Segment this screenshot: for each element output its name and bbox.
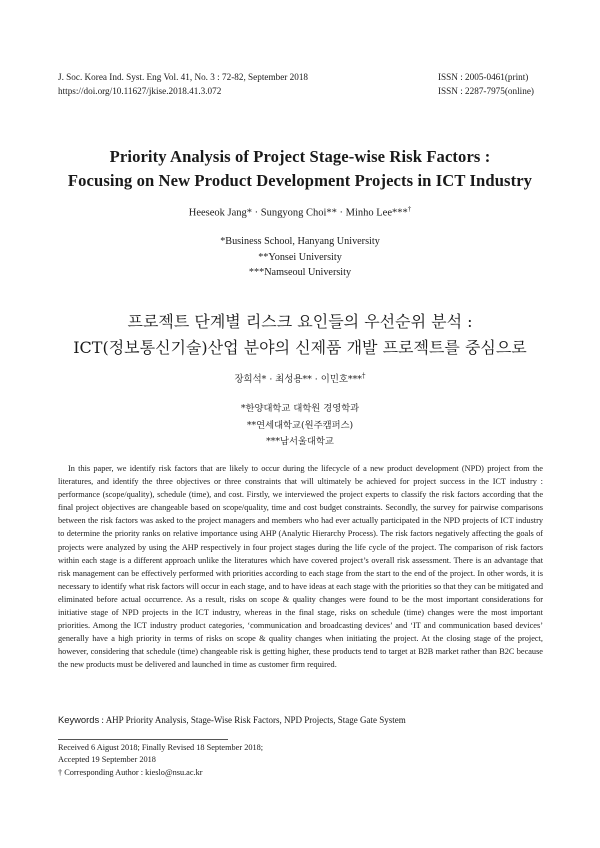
affiliation-2: **Yonsei University (258, 251, 342, 263)
korean-affiliation-3: ***남서울대학교 (266, 436, 334, 447)
korean-author-names: 장희석* · 최성용** · 이민호*** (234, 374, 362, 385)
korean-affiliations (0, 401, 600, 451)
keywords-label: Keywords (58, 714, 100, 725)
korean-title-line2: ICT(정보통신기술)산업 분야의 신제품 개발 프로젝트를 중심으로 (73, 338, 527, 357)
journal-citation: J. Soc. Korea Ind. Syst. Eng Vol. 41, No. 3 : 72-82, September 2018 (58, 72, 309, 82)
english-title (0, 145, 600, 193)
corresponding-author: Corresponding Author : kieslo@nsu.ac.kr (62, 767, 203, 777)
english-title-line1: Priority Analysis of Project Stage-wise Risk Factors : (109, 147, 491, 166)
corresponding-mark: † (407, 205, 412, 213)
korean-title-line1: 프로젝트 단계별 리스크 요인들의 우선순위 분석 : (127, 312, 473, 331)
abstract: In this paper, we identify risk factors that are likely to occur during the lifecycle of a new product development (NPD) project from the literatures, and identify the three objectives or three constraints that will ultimately be achieved for project success in the ICT industry : performance (scope/quality), schedule (time), and cost. Firstly, we interviewed the project experts to classify the risk factors according that the final project objectives are changeable based on scope/quality, time and cost budget constraints. Secondly, the survey for pairwise comparisons between the risk factors was asked to the project managers and members who had ever actually participated in the NPD projects of ICT industry to determine the priority ranks on relative importance using AHP (Analytic Hierarchy Process). The risk factors negatively affecting the goals of projects were analyzed by using the AHP respectively in four project stages during the life cycle of the project. The comparison of risk factors within each stage is a different approach unlike the literatures which have covered project’s overall risk assessment. There is an advantage that risk management can be effectively performed with priorities according to each stage from the start to the end of the project. In other words, it is necessary to identify what risk factors will occur in each stage, and to have ideas at each stage with the priorities so that they can be mitigated and eliminated before actual occurrence. As a result, risks on scope & quality changes were found to be the most important considerations for initiative stage of NPD projects in the ICT industry, whereas in the final stage, risks on schedule (time) changes were the most important priorities. Among the ICT industry product categories, ‘communication and broadcasting devices’ and ‘IT and communication based devices’ generally have a high priority in terms of risks on scope & quality changes when initiating the project. At the closing stage of the project, however, considering that schedule (time) changeable risk is getting higher, these products tend to target at B2B market rather than B2C because the new products must be delivered and launched in time as customer firm required. (58, 464, 543, 670)
corresponding-note (58, 767, 263, 779)
korean-authors (0, 371, 600, 385)
dagger-mark: † (58, 767, 63, 777)
affiliation-3: ***Namseoul University (248, 267, 352, 278)
keywords-line (58, 714, 543, 725)
korean-corresponding-mark: † (362, 371, 366, 380)
keywords-separator: : (99, 715, 106, 725)
keywords-text: AHP Priority Analysis, Stage-Wise Risk Factors, NPD Projects, Stage Gate System (105, 715, 406, 725)
issn-block (438, 70, 534, 98)
english-authors (0, 205, 600, 219)
journal-header (58, 70, 308, 98)
accepted-note: Accepted 19 September 2018 (58, 755, 156, 765)
issn-online: ISSN : 2287-7975(online) (438, 86, 534, 96)
affiliation-1: *Business School, Hanyang University (220, 236, 380, 247)
korean-affiliation-2: **연세대학교(원주캠퍼스) (246, 419, 354, 431)
korean-title (0, 309, 600, 361)
doi-link[interactable]: https://doi.org/10.11627/jkise.2018.41.3.072 (58, 86, 222, 96)
footnote-divider (58, 739, 228, 740)
footnotes (58, 742, 263, 779)
english-affiliations (0, 234, 600, 281)
korean-affiliation-1: *한양대학교 대학원 경영학과 (240, 403, 360, 414)
received-note: Received 6 Aigust 2018; Finally Revised 18 September 2018; (58, 743, 264, 752)
english-title-line2: Focusing on New Product Development Projects in ICT Industry (67, 171, 533, 190)
issn-print: ISSN : 2005-0461(print) (438, 72, 529, 82)
english-author-names: Heeseok Jang* · Sungyong Choi** · Minho Lee*** (188, 207, 408, 219)
